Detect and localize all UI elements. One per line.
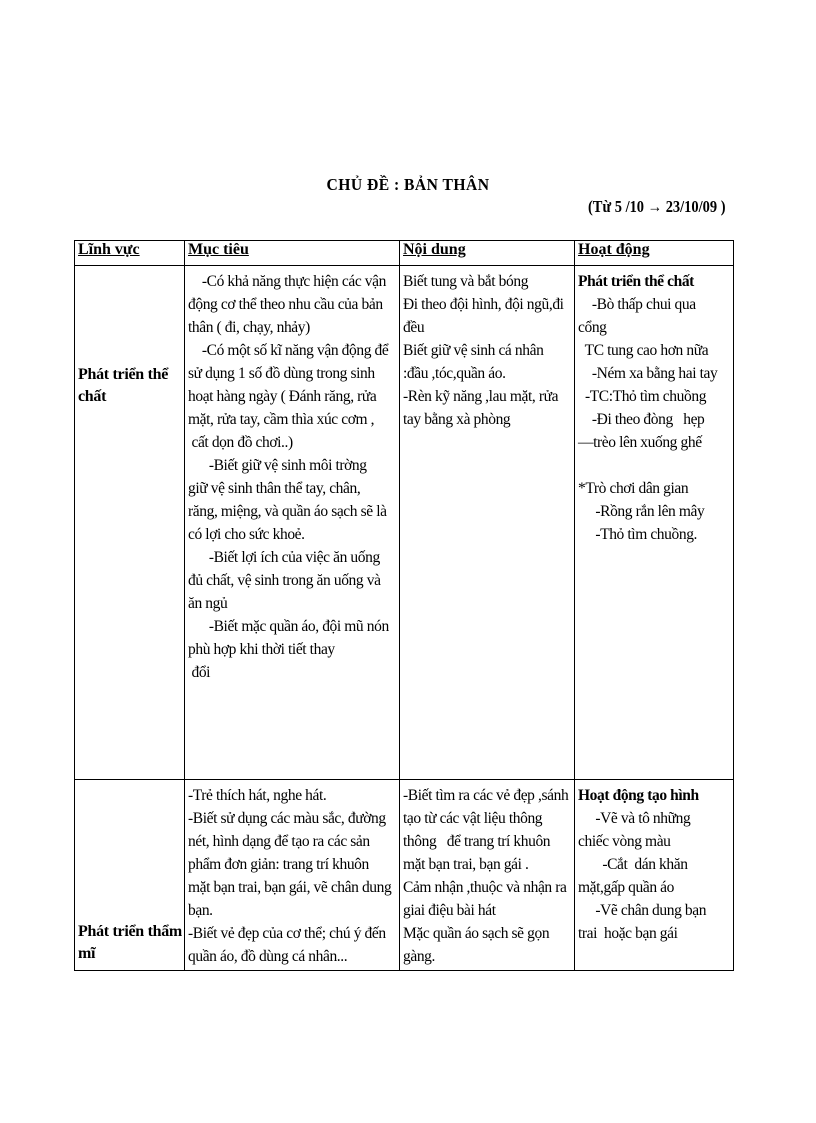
text-line: hoạt hàng ngày ( Đánh răng, rửa [188, 388, 377, 405]
content-list [400, 266, 574, 431]
text-line: -Trẻ thích hát, nghe hát. [188, 787, 327, 804]
activity-title: Phát triển thể chất [578, 273, 694, 290]
text-line [578, 454, 730, 477]
header-domain: Lĩnh vực [75, 241, 185, 266]
text-line: Mặc quần áo sạch sẽ gọn [403, 925, 550, 942]
content-cell [400, 780, 575, 971]
text-line: mặt,gấp quần áo [578, 879, 675, 896]
text-line: đều [403, 319, 425, 336]
text-line: *Trò chơi dân gian [578, 480, 689, 497]
text-line: -Biết sử dụng các màu sắc, đường [188, 810, 386, 827]
text-line: giai điệu bài hát [403, 902, 496, 919]
date-range: (Từ 5 /10 → 23/10/09 ) [588, 197, 726, 216]
header-activities: Hoạt động [575, 241, 734, 266]
text-line: —trèo lên xuống ghế [578, 434, 702, 451]
text-line: Cảm nhận ,thuộc và nhận ra [403, 879, 567, 896]
text-line: phù hợp khi thời tiết thay [188, 641, 335, 658]
text-line: quần áo, đồ dùng cá nhân... [188, 948, 348, 965]
goals-cell [185, 266, 400, 780]
domain-cell [75, 266, 185, 780]
header-goals: Mục tiêu [185, 241, 400, 266]
table-row [75, 266, 734, 780]
text-line: -Ném xa bằng hai tay [578, 365, 718, 382]
text-line: mặt, rửa tay, cầm thìa xúc cơm , [188, 411, 375, 428]
text-line: -Có khả năng thực hiện các vận [188, 273, 386, 290]
domain-label: Phát triển thẩm mĩ [78, 923, 182, 962]
activities-list [575, 780, 733, 945]
text-line: mặt bạn trai, bạn gái . [403, 856, 529, 873]
text-line: động cơ thể theo nhu cầu của bản [188, 296, 383, 313]
text-line: -Vẽ chân dung bạn [578, 902, 707, 919]
activities-cell [575, 780, 734, 971]
text-line: tay bằng xà phòng [403, 411, 511, 428]
table-row [75, 780, 734, 971]
text-line: -TC:Thỏ tìm chuồng [578, 388, 707, 405]
goals-cell [185, 780, 400, 971]
content-list [400, 780, 574, 968]
text-line: -Vẽ và tô những [578, 810, 691, 827]
text-line: chiếc vòng màu [578, 833, 671, 850]
text-line: -Có một số kĩ năng vận động để [188, 342, 389, 359]
text-line: phẩm đơn giản: trang trí khuôn [188, 856, 369, 873]
text-line: thông để trang trí khuôn [403, 833, 551, 850]
text-line: -Biết tìm ra các vẻ đẹp ,sánh [403, 787, 569, 804]
text-line: cất dọn đồ chơi..) [188, 434, 293, 451]
text-line: bạn. [188, 902, 213, 919]
text-line: -Thỏ tìm chuồng. [578, 526, 698, 543]
text-line: cổng [578, 319, 607, 336]
text-line: -Rồng rắn lên mây [578, 503, 705, 520]
text-line: răng, miệng, và quần áo sạch sẽ là [188, 503, 387, 520]
plan-table [74, 240, 734, 971]
text-line: gàng. [403, 948, 436, 965]
text-line: -Đi theo đòng hẹp [578, 411, 705, 428]
domain-cell [75, 780, 185, 971]
text-line: -Biết giữ vệ sinh môi trờng [188, 457, 367, 474]
text-line: -Rèn kỹ năng ,lau mặt, rửa [403, 388, 559, 405]
text-line: -Biết mặc quần áo, đội mũ nón [188, 618, 389, 635]
text-line: đổi [188, 664, 211, 681]
text-line: -Cắt dán khăn [578, 856, 688, 873]
text-line: có lợi cho sức khoẻ. [188, 526, 305, 543]
text-line: đủ chất, vệ sinh trong ăn uống và [188, 572, 381, 589]
text-line: giữ vệ sinh thân thể tay, chân, [188, 480, 361, 497]
text-line: mặt bạn trai, bạn gái, vẽ chân dung [188, 879, 392, 896]
domain-label: Phát triển thể chất [78, 366, 169, 405]
activities-list [575, 266, 733, 546]
text-line: nét, hình dạng để tạo ra các sản [188, 833, 370, 850]
text-line: Biết giữ vệ sinh cá nhân [403, 342, 544, 359]
header-content: Nội dung [400, 241, 575, 266]
activity-lines [578, 293, 730, 546]
activity-title: Hoạt động tạo hình [578, 787, 699, 804]
goals-list [185, 780, 399, 968]
text-line: -Biết vẻ đẹp của cơ thể; chú ý đến [188, 925, 386, 942]
text-line: :đầu ,tóc,quần áo. [403, 365, 506, 382]
content-cell [400, 266, 575, 780]
text-line: TC tung cao hơn nữa [578, 342, 709, 359]
text-line: tạo từ các vật liệu thông [403, 810, 543, 827]
text-line: -Bò thấp chui qua [578, 296, 696, 313]
text-line: Đi theo đội hình, đội ngũ,đi [403, 296, 564, 313]
activity-lines [578, 807, 730, 945]
text-line: thân ( đi, chạy, nhảy) [188, 319, 310, 336]
text-line: trai hoặc bạn gái [578, 925, 678, 942]
header-row [75, 241, 734, 266]
text-line: -Biết lợi ích của việc ăn uống [188, 549, 380, 566]
text-line: sử dụng 1 số đồ dùng trong sinh [188, 365, 375, 382]
text-line: Biết tung và bắt bóng [403, 273, 529, 290]
goals-list [185, 266, 399, 684]
text-line: ăn ngủ [188, 595, 228, 612]
activities-cell [575, 266, 734, 780]
page-title: CHỦ ĐỀ : BẢN THÂN [326, 175, 490, 194]
